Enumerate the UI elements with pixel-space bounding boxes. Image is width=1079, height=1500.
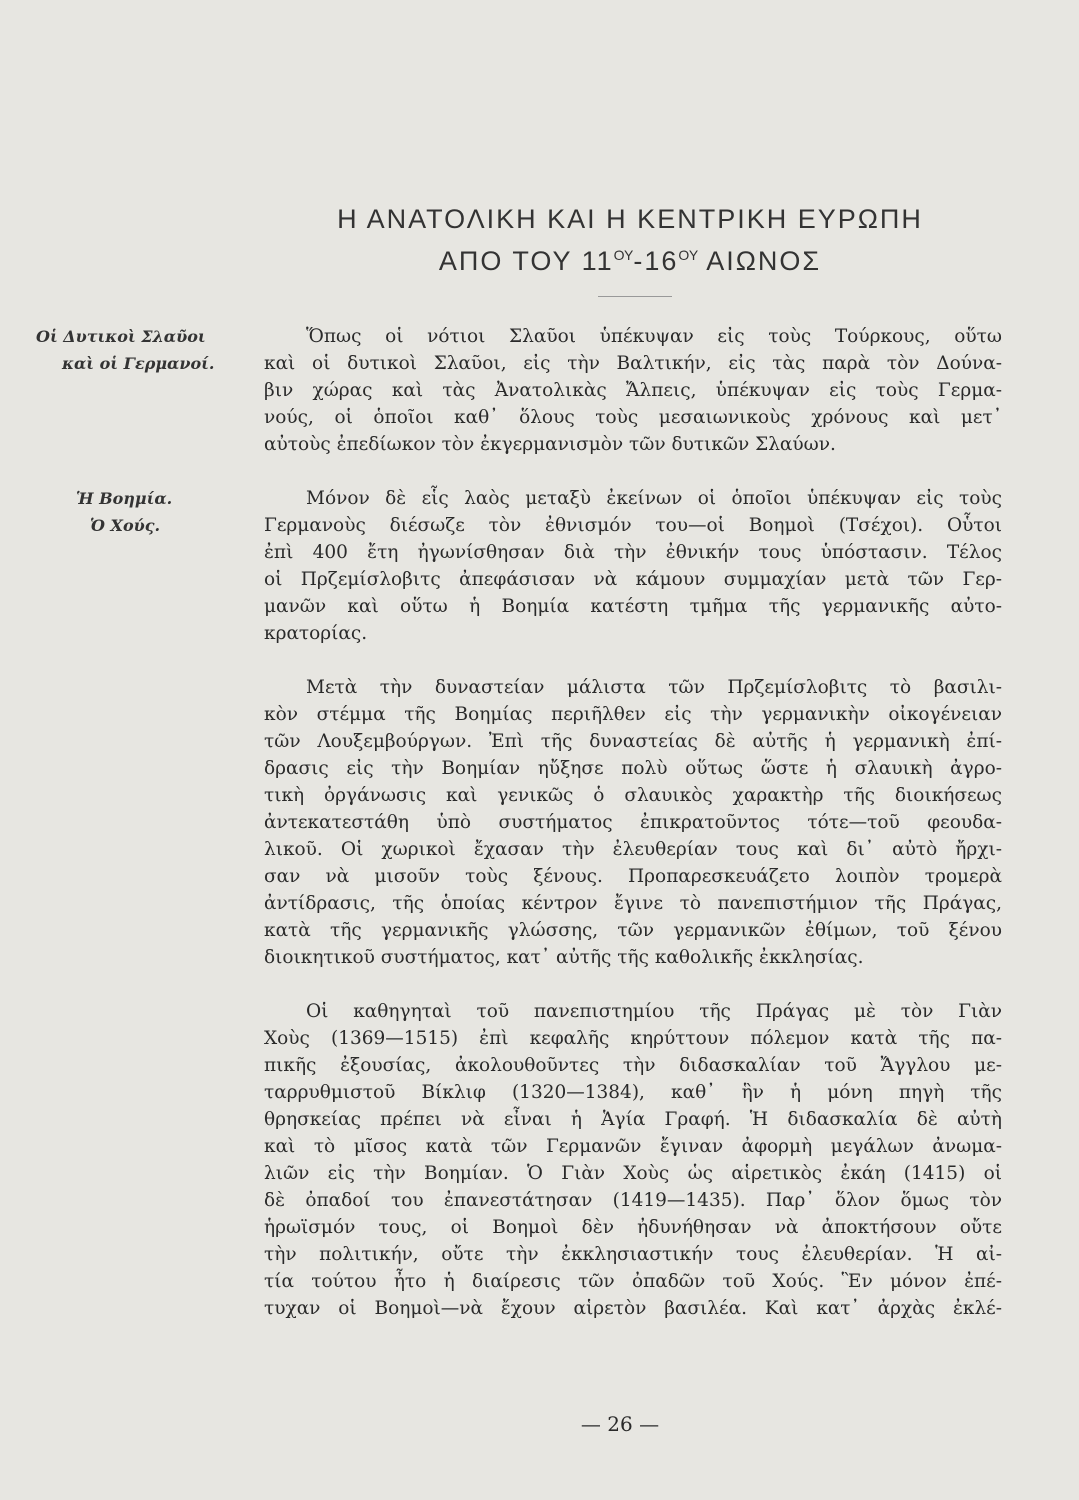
text-line: Μετὰ τὴν δυναστείαν μάλιστα τῶν Πρζεμίσλοβιτς τὸ βασιλι- [306,677,1002,698]
text-line: ἡρωϊσμόν τους, οἱ Βοημοὶ δὲν ἠδυνήθησαν νὰ ἀποκτήσουν οὔτε [264,1217,1002,1238]
chapter-title-line-2 [260,246,1000,277]
text-line: τὴν πολιτικήν, οὔτε τὴν ἐκκλησιαστικήν τους ἐλευθερίαν. Ἡ αἰ- [264,1244,1002,1265]
marginal-note: καὶ οἱ Γερμανοί. [62,354,215,373]
text-line: δρασις εἰς τὴν Βοημίαν ηὔξησε πολὺ οὕτως ὥστε ἡ σλαυικὴ ἀγρο- [264,758,1002,779]
text-line: Οἱ καθηγηταὶ τοῦ πανεπιστημίου τῆς Πράγας μὲ τὸν Γιὰν [306,1001,1002,1022]
title-superscript-1: ΟΥ [613,247,634,263]
text-line: Γερμανοὺς διέσωζε τὸν ἐθνισμόν του—οἱ Βοημοὶ (Τσέχοι). Οὗτοι [264,515,1002,536]
text-line: κρατορίας. [264,623,368,644]
text-line: πικῆς ἐξουσίας, ἀκολουθοῦντες τὴν διδασκαλίαν τοῦ Ἄγγλου με- [264,1055,1002,1076]
text-line: καὶ τὸ μῖσος κατὰ τῶν Γερμανῶν ἔγιναν ἀφορμὴ μεγάλων ἀνωμα- [264,1136,1002,1157]
marginal-note: Ἡ Βοημία. [76,489,173,508]
text-line: δὲ ὀπαδοί του ἐπανεστάτησαν (1419—1435). Παρ᾽ ὅλον ὅμως τὸν [264,1190,1002,1211]
marginal-note: Οἱ Δυτικοὶ Σλαῦοι [36,327,206,346]
text-line: σαν νὰ μισοῦν τοὺς ξένους. Προπαρεσκευάζετο λοιπὸν τρομερὰ [264,866,1002,887]
text-line: τικὴ ὀργάνωσις καὶ γενικῶς ὁ σλαυικὸς χαρακτὴρ τῆς διοικήσεως [264,785,1002,806]
text-line: αὐτοὺς ἐπεδίωκον τὸν ἐκγερμανισμὸν τῶν δυτικῶν Σλαύων. [264,434,836,455]
text-line: κὸν στέμμα τῆς Βοημίας περιῆλθεν εἰς τὴν γερμανικὴν οἰκογένειαν [264,704,1002,725]
text-line: τυχαν οἱ Βοημοὶ—νὰ ἔχουν αἱρετὸν βασιλέα. Καὶ κατ᾽ ἀρχὰς ἐκλέ- [264,1298,1002,1319]
text-line: ἐπὶ 400 ἔτη ἠγωνίσθησαν διὰ τὴν ἐθνικήν τους ὑπόστασιν. Τέλος [264,542,1002,563]
text-line: καὶ οἱ δυτικοὶ Σλαῦοι, εἰς τὴν Βαλτικήν, εἰς τὰς παρὰ τὸν Δούνα- [264,353,1002,374]
text-line: τῶν Λουξεμβούργων. Ἐπὶ τῆς δυναστείας δὲ αὐτῆς ἡ γερμανικὴ ἐπί- [264,731,1002,752]
text-line: Χοὺς (1369—1515) ἐπὶ κεφαλῆς κηρύττουν πόλεμον κατὰ τῆς πα- [264,1028,1002,1049]
title-part-b: -16 [633,246,679,276]
title-superscript-2: ΟΥ [678,247,699,263]
text-line: λιῶν εἰς τὴν Βοημίαν. Ὁ Γιὰν Χοὺς ὡς αἱρετικὸς ἐκάη (1415) οἱ [264,1163,1002,1184]
text-line: διοικητικοῦ συστήματος, κατ᾽ αὐτῆς τῆς καθολικῆς ἐκκλησίας. [264,947,864,968]
title-part-c: ΑΙΩΝΟΣ [698,246,822,276]
text-line: ταρρυθμιστοῦ Βίκλιφ (1320—1384), καθ᾽ ἣν ἡ μόνη πηγὴ τῆς [264,1082,1002,1103]
title-divider [598,296,672,297]
text-line: ἀντίδρασις, τῆς ὁποίας κέντρον ἔγινε τὸ πανεπιστήμιον τῆς Πράγας, [264,893,1002,914]
text-line: νούς, οἱ ὁποῖοι καθ᾽ ὅλους τοὺς μεσαιωνικοὺς χρόνους καὶ μετ᾽ [264,407,1002,428]
title-part-a: ΑΠΟ ΤΟΥ 11 [438,246,614,276]
text-line: τία τούτου ἦτο ἡ διαίρεσις τῶν ὀπαδῶν τοῦ Χούς. Ἓν μόνον ἐπέ- [264,1271,1002,1292]
text-line: κατὰ τῆς γερμανικῆς γλώσσης, τῶν γερμανικῶν ἐθίμων, τοῦ ξένου [264,920,1002,941]
text-line: οἱ Πρζεμίσλοβιτς ἀπεφάσισαν νὰ κάμουν συμμαχίαν μετὰ τῶν Γερ- [264,569,1002,590]
marginal-note: Ὁ Χούς. [90,516,161,535]
chapter-title-line-1: Η ΑΝΑΤΟΛΙΚΗ ΚΑΙ Η ΚΕΝΤΡΙΚΗ ΕΥΡΩΠΗ [337,204,923,234]
text-line: Μόνον δὲ εἷς λαὸς μεταξὺ ἐκείνων οἱ ὁποῖοι ὑπέκυψαν εἰς τοὺς [306,488,1002,509]
page-number: — 26 — [580,1412,660,1436]
text-line: θρησκείας πρέπει νὰ εἶναι ἡ Ἁγία Γραφή. Ἡ διδασκαλία δὲ αὐτὴ [264,1109,1002,1130]
text-line: ἀντεκατεστάθη ὑπὸ συστήματος ἐπικρατοῦντος τότε—τοῦ φεουδα- [264,812,1002,833]
text-line: μανῶν καὶ οὕτω ἡ Βοημία κατέστη τμῆμα τῆς γερμανικῆς αὐτο- [264,596,1002,617]
text-line: βιν χώρας καὶ τὰς Ἀνατολικὰς Ἄλπεις, ὑπέκυψαν εἰς τοὺς Γερμα- [264,380,1002,401]
text-line: Ὅπως οἱ νότιοι Σλαῦοι ὑπέκυψαν εἰς τοὺς Τούρκους, οὕτω [306,326,1002,347]
text-line: λικοῦ. Οἱ χωρικοὶ ἔχασαν τὴν ἐλευθερίαν τους καὶ δι᾽ αὐτὸ ἤρχι- [264,839,1002,860]
